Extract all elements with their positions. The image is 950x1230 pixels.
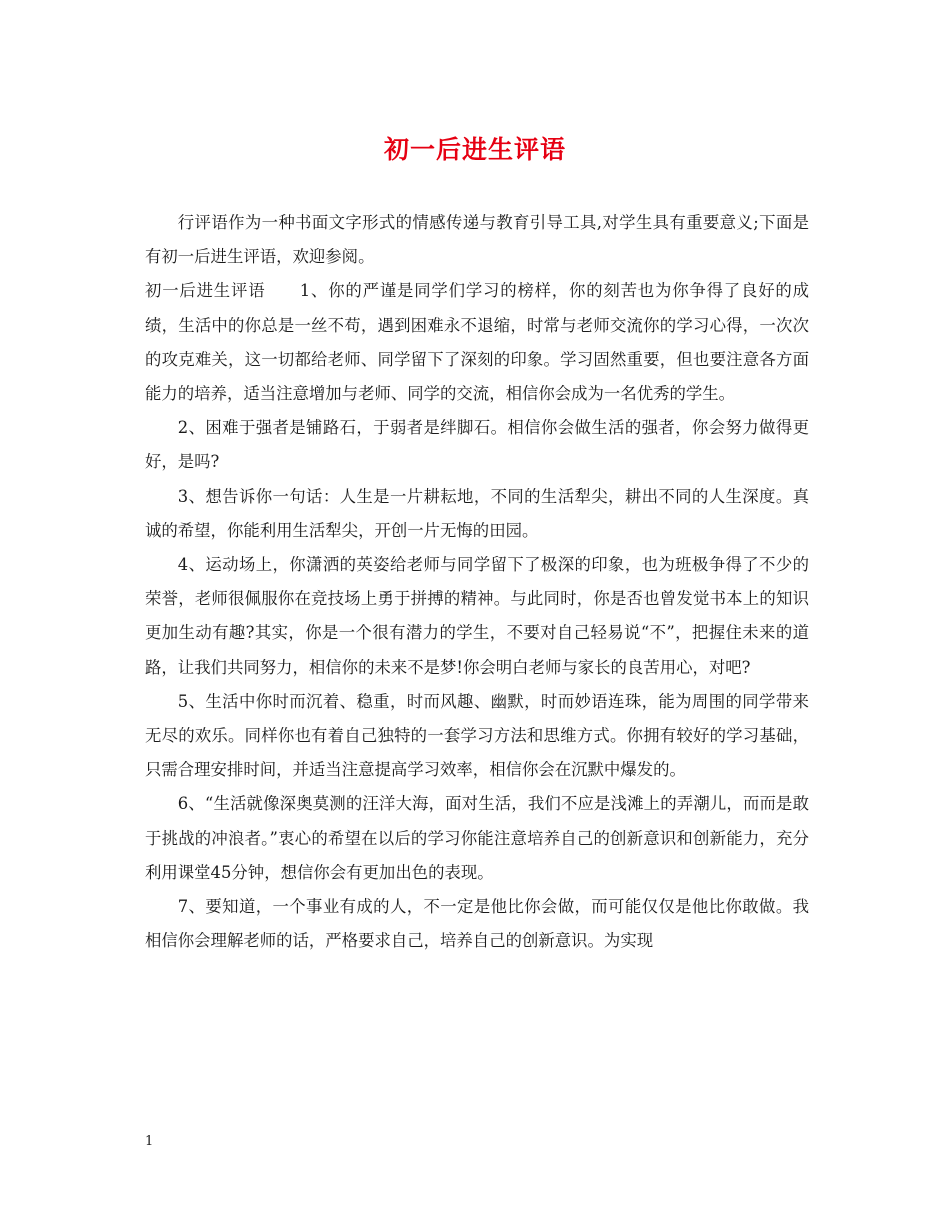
comment-paragraph-4: 4、运动场上，你潇洒的英姿给老师与同学留下了极深的印象，也为班极争得了不少的荣誉，老师很佩服你在竞技场上勇于拼搏的精神。与此同时，你是否也曾发觉书本上的知识更加生动有趣?其实，你是一个很有潜力的学生，不要对自己轻易说“不”，把握住未来的道路，让我们共同努力，相信你的未来不是梦!你会明白老师与家长的良苦用心，对吧? [145,555,809,677]
comment-paragraph-7: 7、要知道，一个事业有成的人，不一定是他比你会做，而可能仅仅是他比你敢做。我相信你会理解老师的话，严格要求自己，培养自己的创新意识。为实现 [145,897,809,951]
page-title: 初一后进生评语 [383,135,566,164]
page-number: 1 [145,1134,154,1149]
comment-paragraph-5: 5、生活中你时而沉着、稳重，时而风趣、幽默，时而妙语连珠，能为周围的同学带来无尽的欢乐。同样你也有着自己独特的一套学习方法和思维方式。你拥有较好的学习基础，只需合理安排时间，并适当注意提高学习效率，相信你会在沉默中爆发的。 [145,691,809,780]
intro-paragraph: 行评语作为一种书面文字形式的情感传递与教育引导工具,对学生具有重要意义;下面是有初一后进生评语，欢迎参阅。 [145,213,809,267]
comment-paragraph-6: 6、“生活就像深奥莫测的汪洋大海，面对生活，我们不应是浅滩上的弄潮儿，而而是敢于挑战的冲浪者。”衷心的希望在以后的学习你能注意培养自己的创新意识和创新能力，充分利用课堂45分钟，想信你会有更加出色的表现。 [145,794,809,882]
comment-paragraph-2: 2、困难于强者是铺路石，于弱者是绊脚石。相信你会做生活的强者，你会努力做得更好，是吗? [145,418,809,472]
comment-paragraph-3: 3、想告诉你一句话：人生是一片耕耘地，不同的生活犁尖，耕出不同的人生深度。真诚的希望，你能利用生活犁尖，开创一片无悔的田园。 [145,486,809,540]
comment-paragraph-1: 初一后进生评语 1、你的严谨是同学们学习的榜样，你的刻苦也为你争得了良好的成绩，生活中的你总是一丝不苟，遇到困难永不退缩，时常与老师交流你的学习心得，一次次的攻克难关，这一切都给老师、同学留下了深刻的印象。学习固然重要，但也要注意各方面能力的培养，适当注意增加与老师、同学的交流，相信你会成为一名优秀的学生。 [145,281,809,404]
document-body [145,206,809,958]
